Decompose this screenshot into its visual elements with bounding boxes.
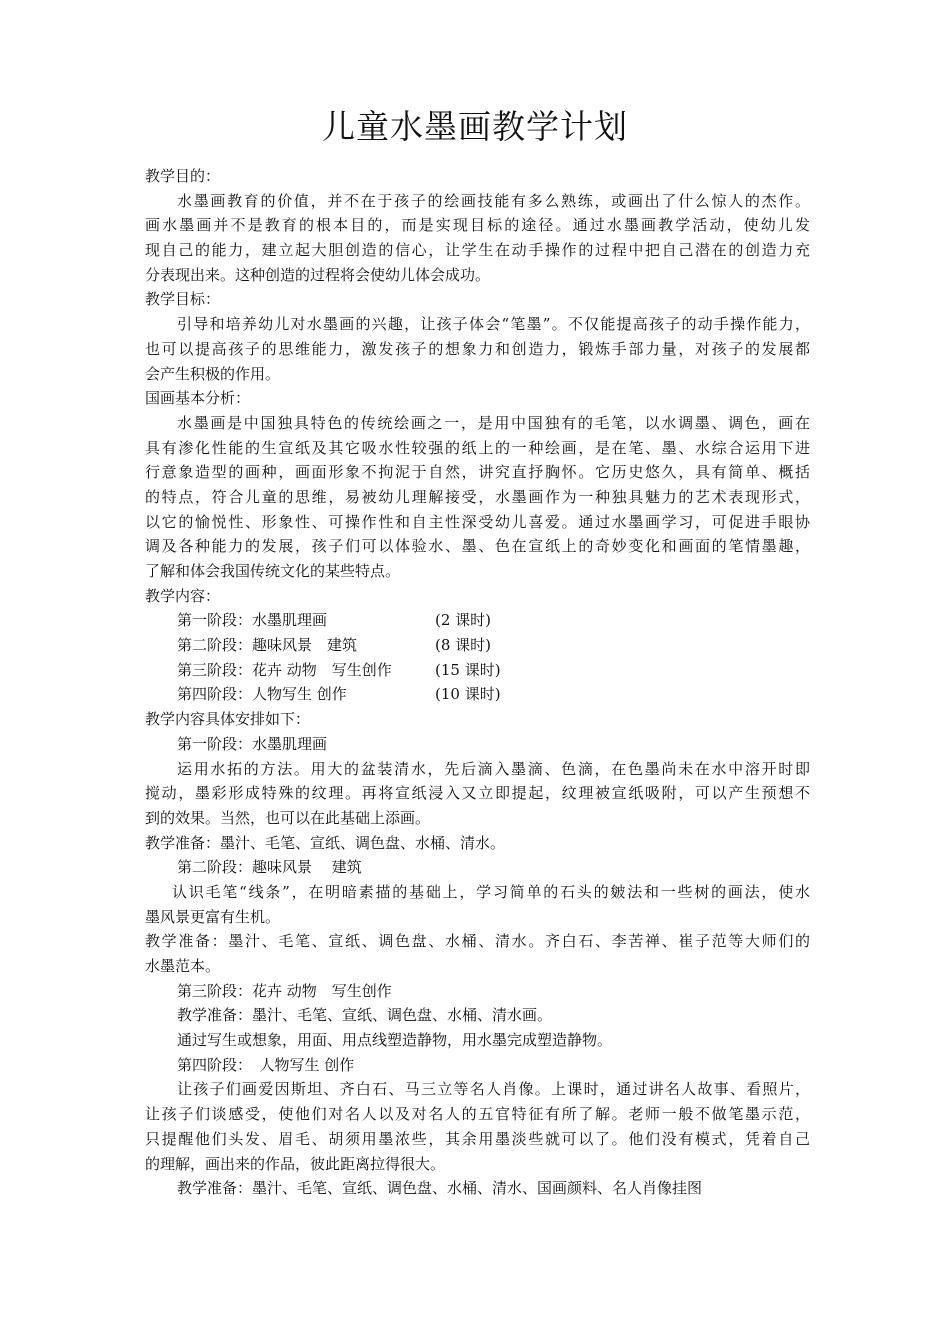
text-line: 教学准备：墨汁、毛笔、宣纸、调色盘、水桶、清水画。 bbox=[177, 1006, 553, 1025]
text-line: 会产生积极的作用。 bbox=[145, 364, 281, 383]
stage-row bbox=[145, 608, 810, 633]
stage-name: 第四阶段：人物写生 创作 bbox=[177, 685, 347, 704]
text-line: 教学准备：墨汁、毛笔、宣纸、调色盘、水桶、清水。齐白石、李苦禅、崔子范等大师们的 bbox=[145, 932, 810, 951]
text-line: 让孩子们画爱因斯坦、齐白石、马三立等名人肖像。上课时，通过讲名人故事、看照片， bbox=[177, 1080, 810, 1099]
text-line: 墨风景更富有生机。 bbox=[145, 907, 281, 926]
text-line: 的理解，画出来的作品，彼此距离拉得很大。 bbox=[145, 1154, 446, 1173]
text-line: 第四阶段： 人物写生 创作 bbox=[177, 1055, 355, 1074]
page-title: 儿童水墨画教学计划 bbox=[322, 107, 628, 146]
stage-hours: (2 课时) bbox=[435, 611, 492, 630]
section-intro bbox=[145, 164, 810, 608]
text-line: 教学目标： bbox=[145, 290, 221, 309]
text-line: 只提醒他们头发、眉毛、胡须用墨浓些，其余用墨淡些就可以了。他们没有模式，凭着自己 bbox=[145, 1129, 810, 1148]
stage-list bbox=[145, 608, 810, 707]
text-line: 水墨画是中国独具特色的传统绘画之一，是用中国独有的毛笔，以水调墨、调色，画在 bbox=[177, 413, 810, 432]
stage-row bbox=[145, 633, 810, 658]
text-line: 运用水拓的方法。用大的盆装清水，先后滴入墨滴、色滴，在色墨尚未在水中溶开时即 bbox=[177, 759, 810, 778]
text-line: 国画基本分析： bbox=[145, 389, 251, 408]
text-line: 的特点，符合儿童的思维，易被幼儿理解接受，水墨画作为一种独具魅力的艺术表现形式， bbox=[145, 487, 810, 506]
text-line: 第二阶段：趣味风景 建筑 bbox=[177, 858, 362, 877]
text-line: 搅动，墨彩形成特殊的纹理。再将宣纸浸入又立即提起，纹理被宣纸吸附，可以产生预想不 bbox=[145, 784, 810, 803]
text-line: 引导和培养幼儿对水墨画的兴趣，让孩子体会“笔墨”。不仅能提高孩子的动手操作能力， bbox=[177, 315, 810, 334]
text-line: 也可以提高孩子的思维能力，激发孩子的想象力和创造力，锻炼手部力量，对孩子的发展都 bbox=[145, 339, 810, 358]
stage-hours: (10 课时) bbox=[435, 685, 501, 704]
text-line: 教学内容： bbox=[145, 586, 221, 605]
section-details bbox=[145, 707, 810, 1201]
stage-name: 第二阶段：趣味风景 建筑 bbox=[177, 636, 358, 655]
text-line: 调及各种能力的发展，孩子们可以体验水、墨、色在宣纸上的奇妙变化和画面的笔情墨趣， bbox=[145, 537, 810, 556]
text-line: 第一阶段：水墨肌理画 bbox=[177, 734, 328, 753]
text-line: 现自己的能力，建立起大胆创造的信心，让学生在动手操作的过程中把自己潜在的创造力充 bbox=[145, 241, 810, 260]
text-line: 以它的愉悦性、形象性、可操作性和自主性深受幼儿喜爱。通过水墨画学习，可促进手眼协 bbox=[145, 512, 810, 531]
text-line: 教学准备：墨汁、毛笔、宣纸、调色盘、水桶、清水。 bbox=[145, 833, 506, 852]
stage-name: 第一阶段：水墨肌理画 bbox=[177, 611, 328, 630]
text-line: 水墨范本。 bbox=[145, 957, 221, 975]
text-line: 分表现出来。这种创造的过程将会使幼儿体会成功。 bbox=[145, 265, 491, 284]
text-line: 画水墨画并不是教育的根本目的，而是实现目标的途径。通过水墨画教学活动，使幼儿发 bbox=[145, 216, 810, 235]
text-line: 了解和体会我国传统文化的某些特点。 bbox=[145, 562, 401, 580]
stage-hours: (8 课时) bbox=[435, 636, 492, 655]
text-line: 通过写生或想象，用面、用点线塑造静物，用水墨完成塑造静物。 bbox=[177, 1031, 613, 1050]
document-body bbox=[145, 164, 810, 1201]
text-line: 教学目的： bbox=[145, 167, 221, 185]
text-line: 让孩子们谈感受，使他们对名人以及对名人的五官特征有所了解。老师一般不做笔墨示范， bbox=[145, 1105, 810, 1124]
text-line: 具有渗化性能的生宣纸及其它吸水性较强的纸上的一种绘画，是在笔、墨、水综合运用下进 bbox=[145, 438, 810, 457]
text-line: 第三阶段：花卉 动物 写生创作 bbox=[177, 981, 392, 1000]
text-line: 行意象造型的画种，画面形象不拘泥于自然，讲究直抒胸怀。它历史悠久，具有简单、概括 bbox=[145, 463, 810, 482]
text-line: 教学准备：墨汁、毛笔、宣纸、调色盘、水桶、清水、国画颜料、名人肖像挂图 bbox=[177, 1179, 703, 1198]
stage-name: 第三阶段：花卉 动物 写生创作 bbox=[177, 660, 392, 679]
text-line: 到的效果。当然，也可以在此基础上添画。 bbox=[145, 808, 431, 827]
text-line: 认识毛笔“线条”，在明暗素描的基础上，学习简单的石头的皴法和一些树的画法，使水 bbox=[172, 882, 810, 901]
stage-hours: (15 课时) bbox=[435, 660, 501, 679]
stage-row bbox=[145, 658, 810, 683]
text-line: 水墨画教育的价值，并不在于孩子的绘画技能有多么熟练，或画出了什么惊人的杰作。 bbox=[177, 191, 810, 210]
text-line: 教学内容具体安排如下： bbox=[145, 710, 311, 729]
stage-row bbox=[145, 682, 810, 707]
